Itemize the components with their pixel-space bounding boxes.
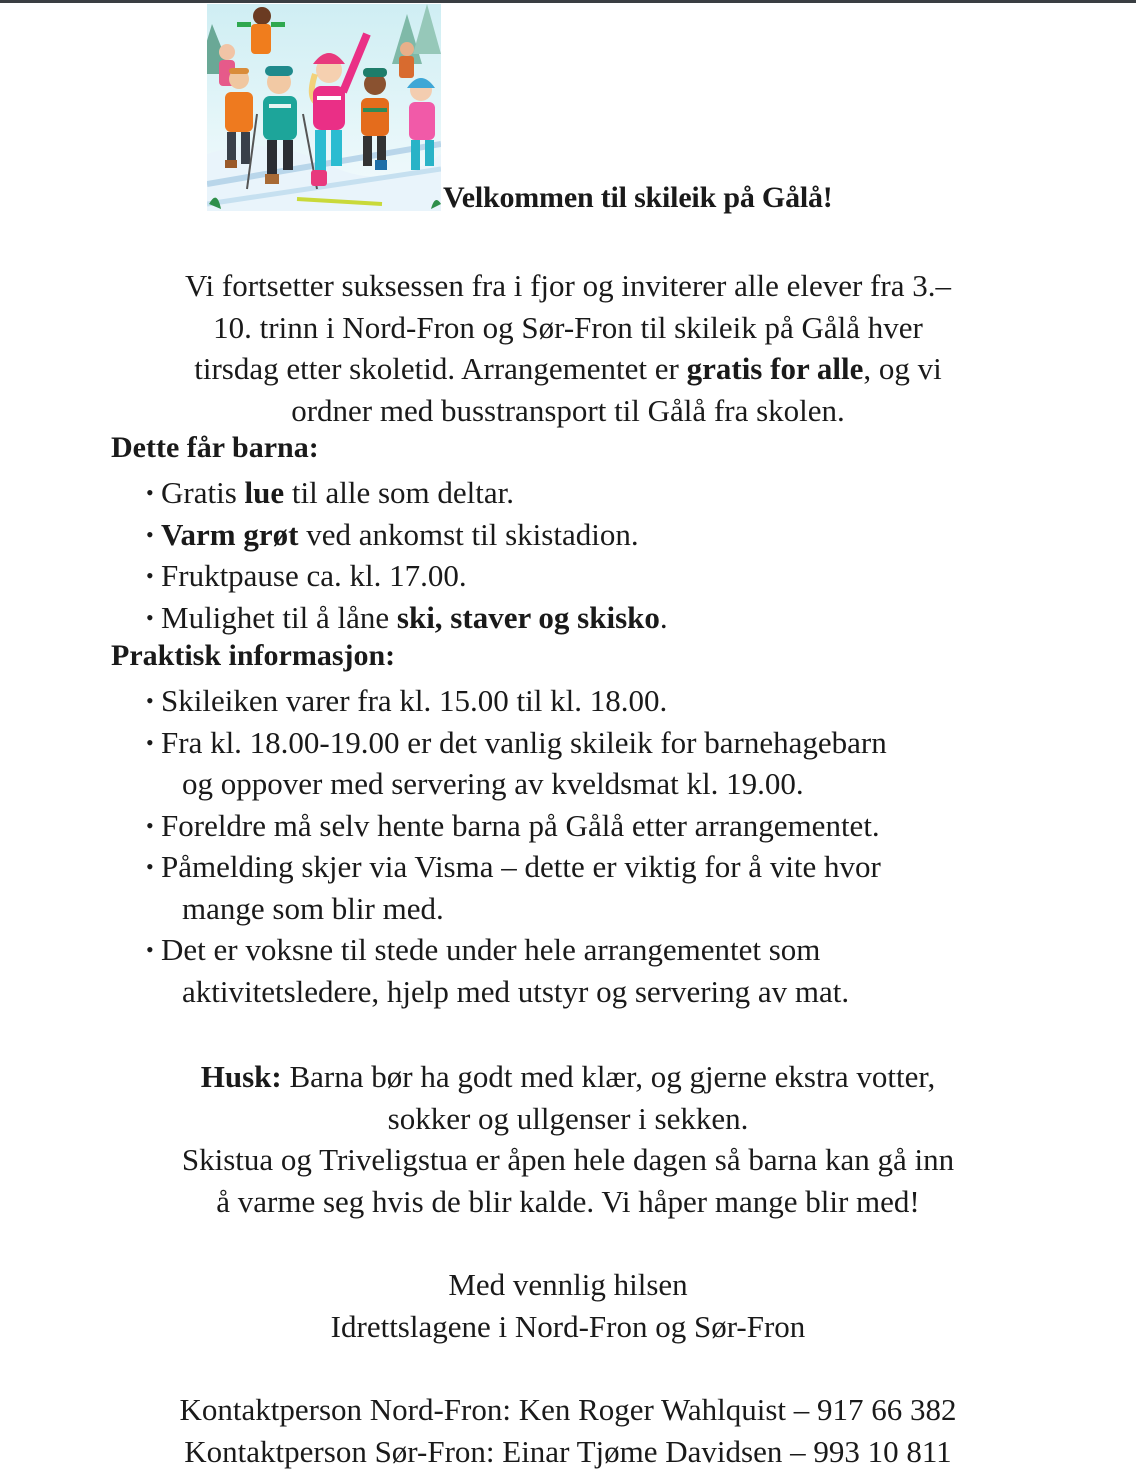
- intro-line: Vi fortsetter suksessen fra i fjor og inviterer alle elever fra 3.–: [100, 265, 1036, 307]
- item-text: Fra kl. 18.00-19.00 er det vanlig skileik for barnehagebarn: [161, 725, 887, 760]
- reminder-text: Barna bør ha godt med klær, og gjerne ekstra votter,: [282, 1059, 936, 1094]
- list-item: [146, 555, 1046, 597]
- item-text: .: [660, 600, 668, 635]
- list-item: [146, 929, 1046, 1012]
- reminder-label: Husk:: [201, 1059, 282, 1094]
- list-item: [146, 722, 1046, 805]
- list-item: [146, 597, 1046, 639]
- contact-sor-fron: Kontaktperson Sør-Fron: Einar Tjøme Davidsen – 993 10 811: [88, 1431, 1048, 1472]
- bullet-icon: •: [146, 680, 154, 722]
- item-text-continued: mange som blir med.: [161, 888, 1046, 930]
- page-title: Velkommen til skileik på Gålå!: [443, 181, 833, 215]
- list-item: [146, 680, 1046, 722]
- intro-text: , og vi: [863, 351, 941, 386]
- list-item: [146, 514, 1046, 556]
- contacts-block: [88, 1389, 1048, 1472]
- intro-line: [100, 348, 1036, 390]
- intro-line: 10. trinn i Nord-Fron og Sør-Fron til skileik på Gålå hver: [100, 307, 1036, 349]
- item-text: Skileiken varer fra kl. 15.00 til kl. 18.00.: [161, 683, 667, 718]
- reminder-line: sokker og ullgenser i sekken.: [100, 1098, 1036, 1140]
- list-item: [146, 846, 1046, 929]
- reminder-paragraph: [100, 1056, 1036, 1222]
- closing-signature: [100, 1264, 1036, 1347]
- practical-info-list: [146, 680, 1046, 1012]
- reminder-line: Skistua og Triveligstua er åpen hele dagen så barna kan gå inn: [100, 1139, 1036, 1181]
- item-text: Fruktpause ca. kl. 17.00.: [161, 558, 467, 593]
- item-text: Påmelding skjer via Visma – dette er viktig for å vite hvor: [161, 849, 881, 884]
- skiing-kids-icon: [207, 4, 441, 211]
- item-text-continued: aktivitetsledere, hjelp med utstyr og servering av mat.: [161, 971, 1046, 1013]
- bullet-icon: •: [146, 555, 154, 597]
- section-heading-benefits: Dette får barna:: [111, 431, 319, 465]
- benefits-list: [146, 472, 1046, 638]
- item-bold-text: Varm grøt: [161, 517, 298, 552]
- item-text: Gratis: [161, 475, 245, 510]
- bullet-icon: •: [146, 472, 154, 514]
- intro-paragraph: [100, 265, 1036, 431]
- intro-bold-text: gratis for alle: [687, 351, 864, 386]
- item-text: Mulighet til å låne: [161, 600, 397, 635]
- intro-text: tirsdag etter skoletid. Arrangementet er: [194, 351, 686, 386]
- closing-greeting: Med vennlig hilsen: [100, 1264, 1036, 1306]
- section-heading-practical: Praktisk informasjon:: [111, 639, 395, 673]
- reminder-line: å varme seg hvis de blir kalde. Vi håper mange blir med!: [100, 1181, 1036, 1223]
- item-bold-text: ski, staver og skisko: [397, 600, 660, 635]
- top-edge-bar: [0, 0, 1136, 3]
- bullet-icon: •: [146, 597, 154, 639]
- item-bold-text: lue: [245, 475, 285, 510]
- reminder-line: [100, 1056, 1036, 1098]
- item-text-continued: og oppover med servering av kveldsmat kl. 19.00.: [161, 763, 1046, 805]
- contact-nord-fron: Kontaktperson Nord-Fron: Ken Roger Wahlquist – 917 66 382: [88, 1389, 1048, 1431]
- bullet-icon: •: [146, 805, 154, 847]
- item-text: Foreldre må selv hente barna på Gålå etter arrangementet.: [161, 808, 880, 843]
- bullet-icon: •: [146, 929, 154, 971]
- bullet-icon: •: [146, 722, 154, 764]
- children-skiing-illustration: [207, 4, 441, 211]
- item-text: til alle som deltar.: [284, 475, 514, 510]
- closing-sender: Idrettslagene i Nord-Fron og Sør-Fron: [100, 1306, 1036, 1348]
- list-item: [146, 472, 1046, 514]
- intro-line: ordner med busstransport til Gålå fra skolen.: [100, 390, 1036, 432]
- bullet-icon: •: [146, 846, 154, 888]
- bullet-icon: •: [146, 514, 154, 556]
- list-item: [146, 805, 1046, 847]
- item-text: ved ankomst til skistadion.: [298, 517, 638, 552]
- item-text: Det er voksne til stede under hele arrangementet som: [161, 932, 820, 967]
